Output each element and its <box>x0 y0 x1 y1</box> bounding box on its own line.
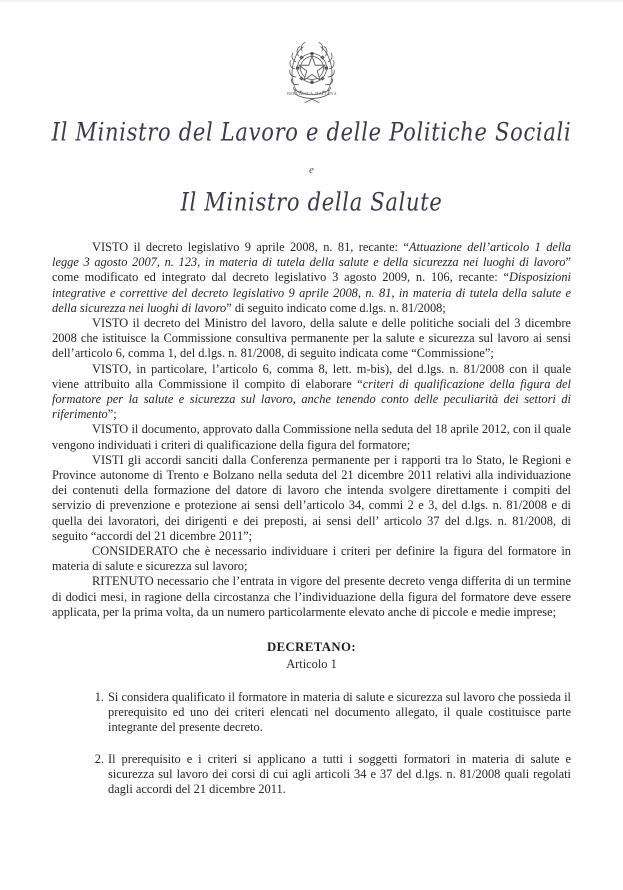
text-run: ” di seguito indicato come d.lgs. n. 81/2008; <box>226 300 446 315</box>
preamble-paragraph-ritenuto-1 <box>52 574 571 620</box>
document-body <box>0 240 623 797</box>
preamble-paragraph-visto-2 <box>52 316 571 362</box>
ministry-labour-title: Il Ministro del Lavoro e delle Politiche Sociali <box>51 117 572 147</box>
decree-heading: DECRETANO: <box>266 640 357 655</box>
text-run: RITENUTO necessario che l’entrata in vigore del presente decreto venga differita di un termine di dodici mesi, in ragione della circostanza che l’individuazione della figura del formatore deve essere applicata, per la prima volta, da un numero particolarmente elevato anche di piccole e medie imprese; <box>52 574 571 619</box>
article-item-text: Si considera qualificato il formatore in materia di salute e sicurezza sul lavoro che possieda il prerequisito ed uno dei criteri elencati nel documento allegato, il quale costituisce parte integrante del presente decreto. <box>108 690 571 735</box>
preamble-paragraph-visto-1 <box>52 240 571 316</box>
preamble-paragraph-considerato-1 <box>52 544 571 574</box>
text-run: VISTO, in particolare, l’articolo 6, comma 8, lett. m-bis), del d.lgs. n. 81/2008 con il quale viene attribuito alla Commissione il compito di elaborare “ <box>52 361 571 391</box>
text-run: ”; <box>107 407 117 422</box>
article-heading: Articolo 1 <box>286 657 337 672</box>
text-run: VISTO il decreto legislativo 9 aprile 2008, n. 81, recante: “ <box>92 240 409 254</box>
ministry-conjunction: e <box>309 164 314 176</box>
text-run: VISTI gli accordi sanciti dalla Conferenza permanente per i rapporti tra lo Stato, le Regioni e Province autonome di Trento e Bolzano nella seduta del 21 dicembre 2011 relativi alla individuazione dei contenuti della formazione del datore di lavoro che intenda svolgere direttamente i compiti del servizio di prevenzione e protezione ai sensi dell’articolo 34, commi 2 e 3, del d.lgs. n. 81/2008 e di quella dei lavoratori, dei dirigenti e dei preposti, ai sensi dell’ articolo 37 del d.lgs. n. 81/2008, di seguito “accordi del 21 dicembre 2011”; <box>52 452 571 543</box>
text-run: criteri di qualificazione della figura del formatore per la salute e sicurezza sul lavoro, anche tenendo conto delle peculiarità dei settori di riferimento <box>52 376 571 422</box>
preamble-paragraph-visto-4 <box>52 422 571 452</box>
ministry-health-title: Il Ministro della Salute <box>180 187 443 217</box>
article-item <box>88 752 571 798</box>
article-list <box>52 690 571 797</box>
text-run: VISTO il decreto del Ministro del lavoro, della salute e delle politiche sociali del 3 dicembre 2008 che istituisce la Commissione consultiva permanente per la salute e sicurezza sul lavoro ai sensi dell’articolo 6, comma 1, del d.lgs. n. 81/2008, di seguito indicata come “Commissione”; <box>52 316 571 361</box>
article-item-text: Il prerequisito e i criteri si applicano a tutti i soggetti formatori in materia di salute e sicurezza sul lavoro dei corsi di cui agli articoli 34 e 37 del d.lgs. n. 81/2008 quali regolati dagli accordi del 21 dicembre 2011. <box>108 751 571 797</box>
emblem-container <box>0 0 623 108</box>
text-run: VISTO il documento, approvato dalla Commissione nella seduta del 18 aprile 2012, con il quale vengono individuati i criteri di qualificazione della figura del formatore; <box>52 422 571 452</box>
text-run: Disposizioni integrative e correttive del decreto legislativo 9 aprile 2008, n. 81, in materia di tutela della salute e della sicurezza nei luoghi di lavoro <box>52 270 571 315</box>
preamble-paragraph-visti-1 <box>52 453 571 544</box>
preamble-paragraph-visto-3 <box>52 362 571 423</box>
text-run: ” come modificato ed integrato dal decreto legislativo 3 agosto 2009, n. 106, recante: “ <box>52 255 571 285</box>
text-run: Attuazione dell’articolo 1 della legge 3 agosto 2007, n. 123, in materia di tutela della salute e della sicurezza nei luoghi di lavoro <box>52 240 571 270</box>
article-item <box>88 690 571 736</box>
preamble-section <box>52 240 571 620</box>
text-run: CONSIDERATO che è necessario individuare i criteri per definire la figura del formatore in materia di salute e sicurezza sul lavoro; <box>52 544 571 574</box>
page-top-edge <box>0 0 623 2</box>
svg-text:REPVBLICA ITALIANA: REPVBLICA ITALIANA <box>286 91 337 96</box>
emblem-of-italy-icon <box>286 34 338 108</box>
